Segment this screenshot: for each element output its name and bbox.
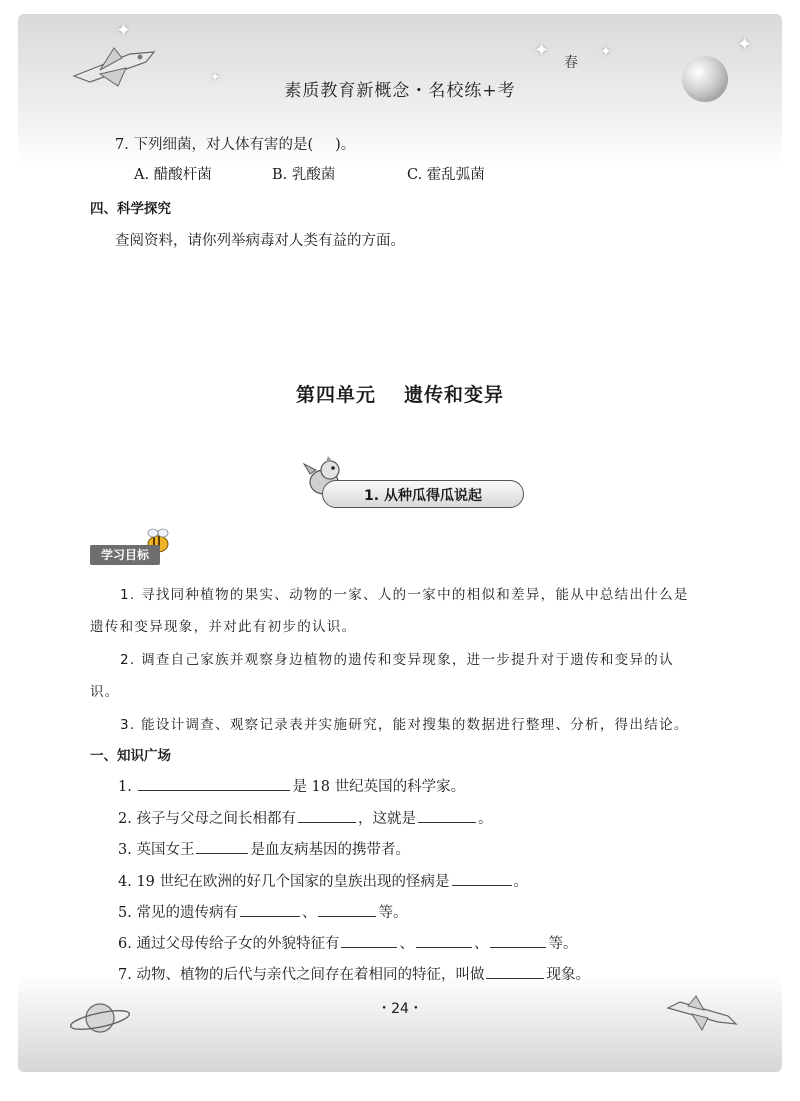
star-icon: ✦: [116, 20, 132, 41]
answer-blank[interactable]: [490, 933, 546, 948]
star-icon: ✦: [210, 70, 221, 84]
answer-blank[interactable]: [416, 933, 472, 948]
section-heading-inquiry: 四、科学探究: [90, 201, 171, 217]
fill-question-2: 2. 孩子与父母之间长相都有 ，这就是 。: [118, 807, 492, 828]
inquiry-prompt: 查阅资料，请你列举病毒对人类有益的方面。: [115, 233, 405, 249]
unit-number: 第四单元: [295, 384, 376, 406]
learning-goals-tag: 学习目标: [90, 545, 160, 565]
answer-blank[interactable]: [240, 902, 300, 917]
section-heading-knowledge: 一、知识广场: [90, 748, 171, 764]
question-7: 7. 下列细菌，对人体有害的是( )。: [115, 137, 356, 153]
goal-line: 遗传和变异现象，并对此有初步的认识。: [90, 619, 357, 635]
goal-line: 2. 调查自己家族并观察身边植物的遗传和变异现象，进一步提升对于遗传和变异的认: [120, 652, 674, 668]
book-title: 素质教育新概念・名校练+考: [284, 81, 516, 101]
fill-question-3: 3. 英国女王 是血友病基因的携带者。: [118, 838, 410, 859]
answer-blank[interactable]: [486, 964, 544, 979]
fill-question-4: 4. 19 世纪在欧洲的好几个国家的皇族出现的怪病是 。: [118, 870, 528, 891]
unit-name: 遗传和变异: [404, 384, 505, 406]
option-a: A. 醋酸杆菌: [134, 167, 212, 183]
answer-blank[interactable]: [196, 839, 248, 854]
season-label: 春: [564, 55, 578, 71]
star-icon: ✦: [600, 44, 612, 60]
answer-blank[interactable]: [138, 776, 290, 791]
page-number: ・24・: [377, 1001, 423, 1017]
fill-question-5: 5. 常见的遗传病有 、 等。: [118, 901, 407, 922]
option-c: C. 霍乱弧菌: [407, 167, 485, 183]
lesson-banner: [322, 480, 524, 508]
star-icon: ✦: [534, 40, 550, 61]
goal-line: 识。: [90, 684, 120, 700]
goal-line: 3. 能设计调查、观察记录表并实施研究，能对搜集的数据进行整理、分析，得出结论。: [120, 717, 689, 733]
answer-blank[interactable]: [452, 871, 512, 886]
space-shuttle-icon: [664, 994, 740, 1034]
fill-question-7: 7. 动物、植物的后代与亲代之间存在着相同的特征，叫做 现象。: [118, 963, 590, 984]
fill-question-6: 6. 通过父母传给子女的外貌特征有 、 、 等。: [118, 932, 577, 953]
answer-blank[interactable]: [298, 808, 356, 823]
answer-blank[interactable]: [341, 933, 397, 948]
goal-line: 1. 寻找同种植物的果实、动物的一家、人的一家中的相似和差异，能从中总结出什么是: [120, 587, 689, 603]
lesson-title: 1. 从种瓜得瓜说起: [364, 488, 482, 504]
unit-title: [0, 380, 800, 407]
answer-blank[interactable]: [418, 808, 476, 823]
star-icon: ✦: [737, 34, 753, 55]
answer-blank[interactable]: [318, 902, 376, 917]
option-b: B. 乳酸菌: [272, 167, 336, 183]
fill-question-1: 1. 是 18 世纪英国的科学家。: [118, 775, 465, 796]
